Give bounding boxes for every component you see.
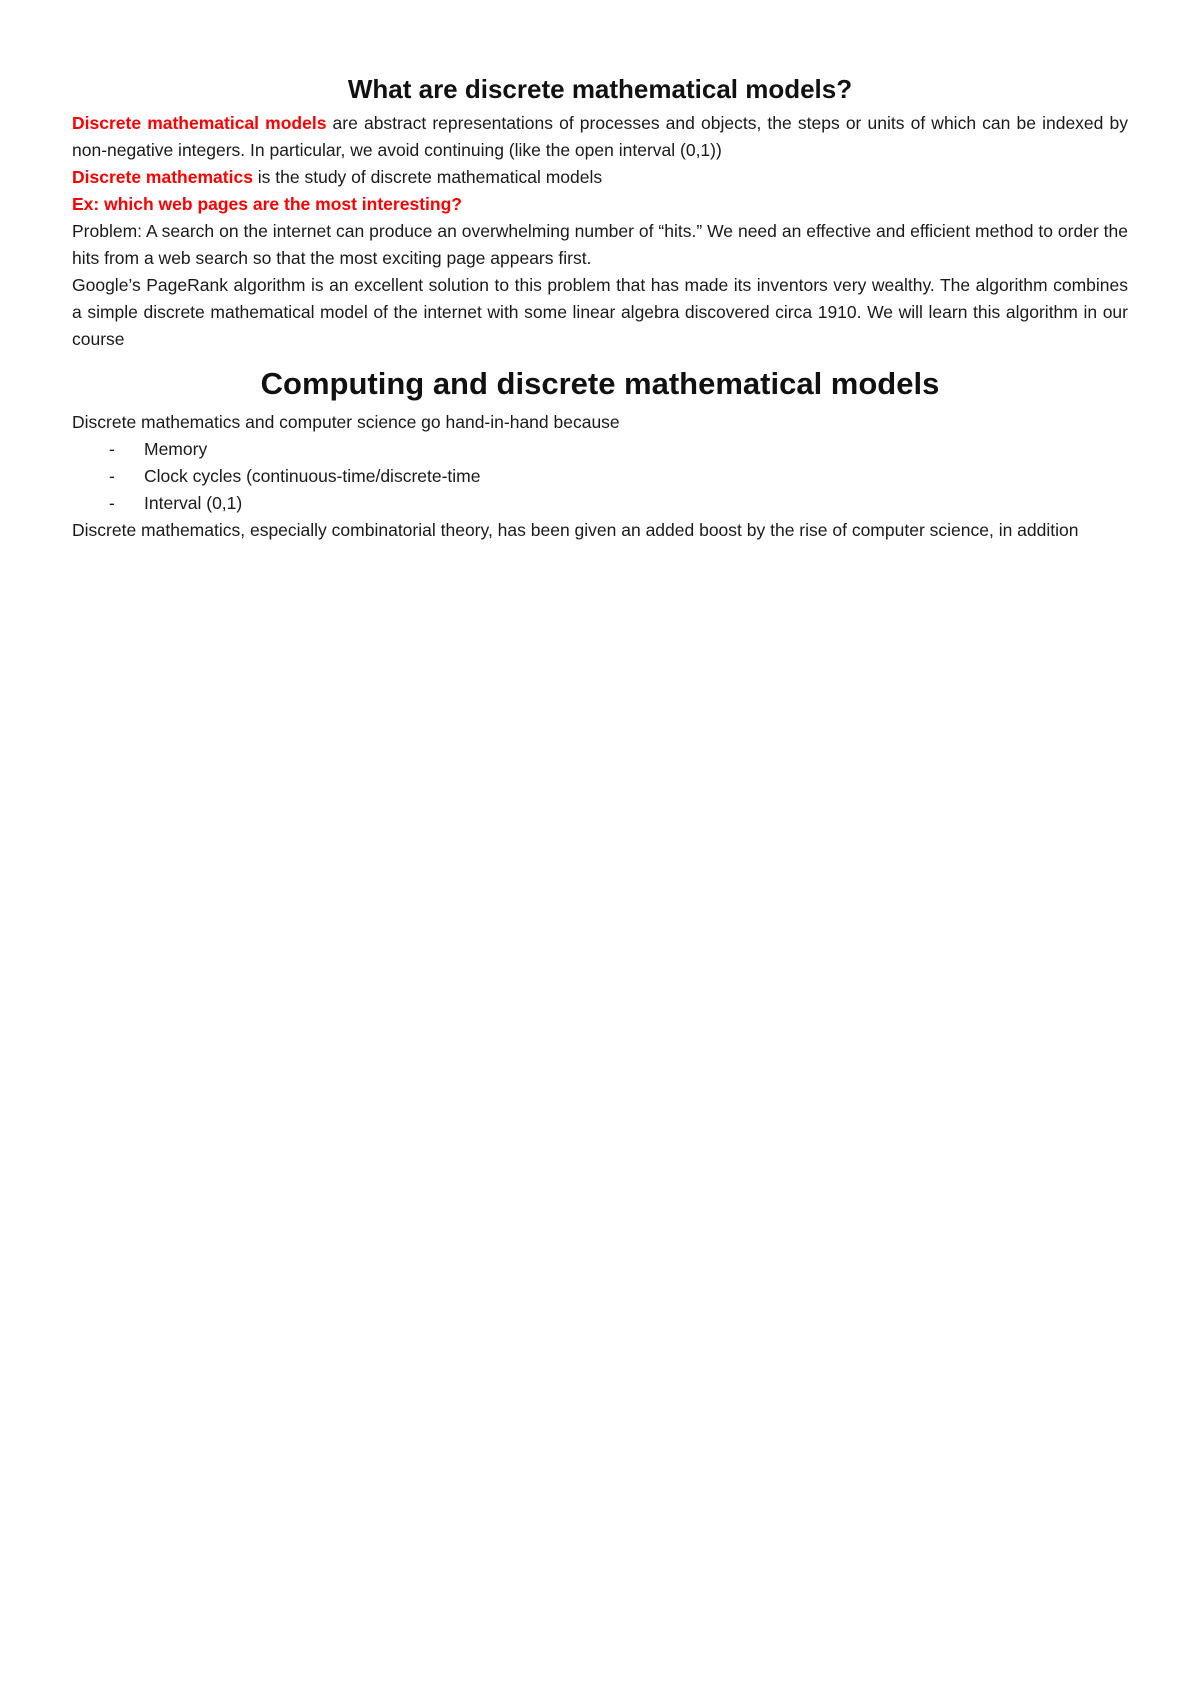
bullet-dash: - <box>109 493 115 513</box>
list-item-text: Interval (0,1) <box>144 493 243 513</box>
reasons-list <box>72 436 1128 517</box>
list-item-text: Clock cycles (continuous-time/discrete-time <box>144 466 481 486</box>
bullet-dash: - <box>109 439 115 459</box>
computing-intro: Discrete mathematics and computer science go hand-in-hand because <box>72 412 620 432</box>
pagerank-paragraph: Google’s PageRank algorithm is an excellent solution to this problem that has made its inventors very wealthy. The algorithm combines a simple discrete mathematical model of the internet with some linear algebra discovered circa 1910. We will learn this algorithm in our course <box>72 275 1128 349</box>
list-item <box>72 490 1128 517</box>
bullet-dash: - <box>109 466 115 486</box>
section2-heading: Computing and discrete mathematical models <box>260 366 940 401</box>
definition-paragraph <box>72 110 1128 164</box>
discrete-mathematics-paragraph <box>72 164 1128 191</box>
closing-paragraph: Discrete mathematics, especially combinatorial theory, has been given an added boost by the rise of computer science, in addition <box>72 520 1079 540</box>
example-heading: Ex: which web pages are the most interesting? <box>72 194 462 214</box>
term-discrete-mathematical-models: Discrete mathematical models <box>72 113 327 133</box>
discrete-mathematics-text: is the study of discrete mathematical models <box>252 167 603 187</box>
problem-paragraph: Problem: A search on the internet can produce an overwhelming number of “hits.” We need an effective and efficient method to order the hits from a web search so that the most exciting page appears first. <box>72 221 1128 268</box>
document-page <box>72 70 1128 544</box>
term-discrete-mathematics: Discrete mathematics <box>72 167 253 187</box>
definition-text: are abstract representations of processes and objects, the steps or units of which can be indexed by non-negative integers. In particular, we avoid continuing (like the open interval (0,1)) <box>72 113 1128 160</box>
list-item-text: Memory <box>144 439 208 459</box>
section1-heading: What are discrete mathematical models? <box>347 74 853 104</box>
list-item <box>72 463 1128 490</box>
list-item <box>72 436 1128 463</box>
